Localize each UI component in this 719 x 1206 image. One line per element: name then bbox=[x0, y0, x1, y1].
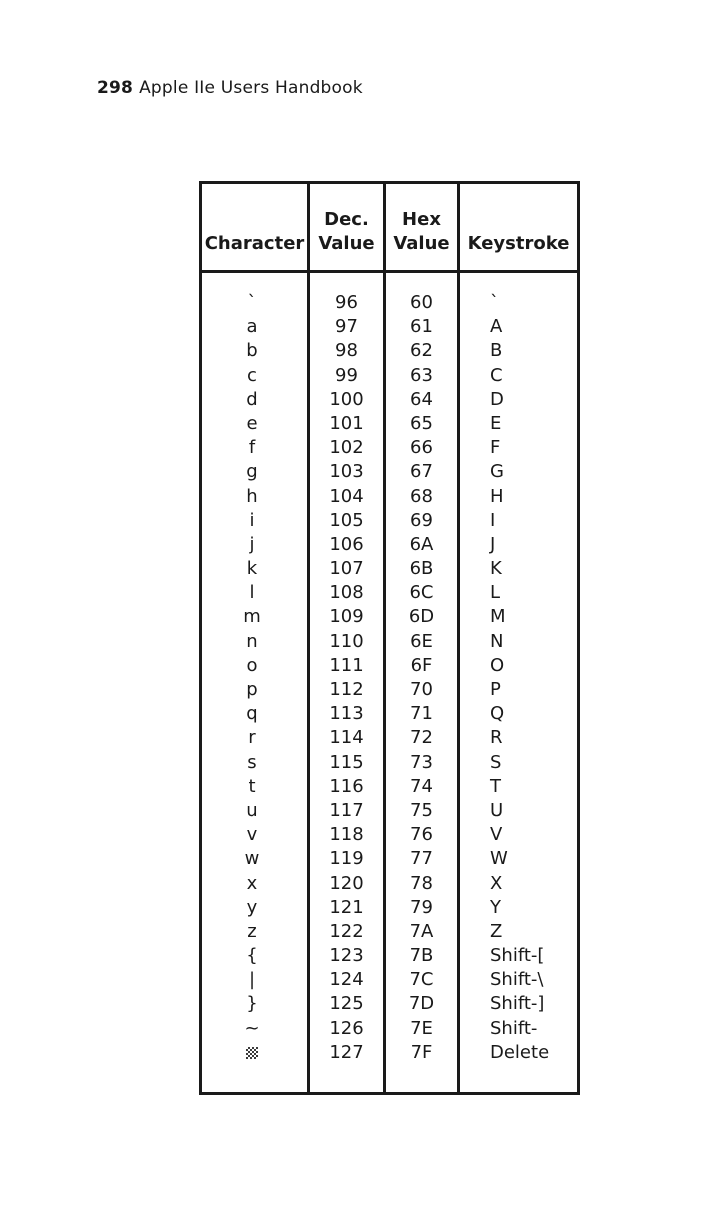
dec-value-cell: 99 bbox=[335, 364, 358, 386]
hex-value-cell: 7B bbox=[409, 945, 434, 967]
hex-value-cell: 7F bbox=[410, 1041, 433, 1063]
character-cell: w bbox=[244, 848, 260, 870]
keystroke-cell: V bbox=[490, 824, 503, 846]
character-cell: l bbox=[249, 582, 255, 604]
dec-value-cell: 98 bbox=[335, 340, 358, 362]
keystroke-cell: T bbox=[490, 775, 501, 797]
character-cell: t bbox=[248, 775, 256, 797]
hex-value-cell: 6B bbox=[409, 558, 434, 580]
dec-value-cell: 120 bbox=[329, 872, 364, 894]
hex-value-cell: 78 bbox=[410, 872, 433, 894]
hex-value-cell: 6F bbox=[410, 654, 433, 676]
character-cell: q bbox=[246, 703, 258, 725]
character-cell: z bbox=[247, 920, 257, 942]
character-cell: s bbox=[247, 751, 257, 773]
character-cell: a bbox=[246, 316, 258, 338]
keystroke-cell: H bbox=[490, 485, 504, 507]
keystroke-cell: Q bbox=[490, 703, 505, 725]
header-keystroke bbox=[460, 184, 577, 270]
dec-value-cell: 112 bbox=[329, 679, 364, 700]
dec-value-cell: 125 bbox=[329, 993, 364, 1015]
dec-value-cell: 102 bbox=[329, 437, 364, 459]
dec-value-cell: 109 bbox=[329, 606, 364, 628]
header-dec-line2: Value bbox=[318, 233, 375, 254]
character-cell: | bbox=[248, 969, 256, 991]
hex-value-cell: 63 bbox=[410, 364, 433, 386]
character-cell: o bbox=[246, 654, 258, 676]
character-cell: r bbox=[248, 727, 256, 749]
keystroke-cell: O bbox=[490, 654, 505, 676]
dec-value-cell: 96 bbox=[335, 292, 358, 313]
header-character-label: Character bbox=[204, 233, 305, 254]
keystroke-cell: C bbox=[490, 364, 503, 386]
header-divider bbox=[202, 270, 577, 273]
character-cell: y bbox=[246, 896, 258, 918]
dec-value-cell: 124 bbox=[329, 969, 364, 991]
dec-value-cell: 127 bbox=[329, 1041, 364, 1063]
keystroke-cell: Shift- bbox=[490, 1017, 538, 1039]
dec-value-cell: 111 bbox=[329, 654, 364, 676]
header-hex-line1: Hex bbox=[402, 209, 441, 230]
dec-value-cell: 116 bbox=[329, 775, 364, 797]
dec-value-cell: 118 bbox=[329, 824, 364, 846]
dec-value-cell: 121 bbox=[329, 896, 364, 918]
column-keystroke bbox=[490, 291, 580, 1065]
keystroke-cell: B bbox=[490, 340, 503, 362]
column-character bbox=[202, 291, 302, 1065]
keystroke-cell: S bbox=[490, 751, 502, 773]
character-cell: b bbox=[246, 340, 258, 362]
dec-value-cell: 123 bbox=[329, 945, 364, 967]
book-title: Apple IIe Users Handbook bbox=[139, 78, 363, 98]
character-cell: } bbox=[246, 993, 258, 1015]
dec-value-cell: 119 bbox=[329, 848, 364, 870]
dec-value-cell: 97 bbox=[335, 316, 358, 338]
dec-value-cell: 115 bbox=[329, 751, 364, 773]
hex-value-cell: 72 bbox=[410, 727, 433, 749]
character-cell: v bbox=[246, 824, 258, 846]
character-cell: h bbox=[246, 485, 258, 507]
character-cell: n bbox=[246, 630, 258, 652]
dec-value-cell: 122 bbox=[329, 920, 364, 942]
hex-value-cell: 61 bbox=[410, 316, 433, 338]
keystroke-cell: D bbox=[490, 388, 504, 410]
hex-value-cell: 65 bbox=[410, 412, 433, 434]
header-dec-line1: Dec. bbox=[324, 209, 369, 230]
hex-value-cell: 76 bbox=[410, 824, 433, 846]
keystroke-cell: F bbox=[490, 437, 501, 459]
hex-value-cell: 79 bbox=[410, 896, 433, 918]
header-hex-value bbox=[386, 184, 457, 270]
dec-value-cell: 126 bbox=[329, 1017, 364, 1039]
keystroke-cell: Shift-[ bbox=[490, 945, 545, 967]
dec-value-cell: 104 bbox=[329, 485, 364, 507]
hex-value-cell: 77 bbox=[410, 848, 433, 870]
character-cell: ` bbox=[247, 292, 257, 313]
hex-value-cell: 6C bbox=[409, 582, 434, 604]
hex-value-cell: 7E bbox=[410, 1017, 433, 1039]
keystroke-cell: ` bbox=[490, 292, 499, 313]
keystroke-cell: Z bbox=[490, 920, 503, 942]
dec-value-cell: 114 bbox=[329, 727, 364, 749]
keystroke-cell: M bbox=[490, 606, 506, 628]
dec-value-cell: 117 bbox=[329, 799, 364, 821]
hex-value-cell: 66 bbox=[410, 437, 433, 459]
keystroke-cell: P bbox=[490, 679, 501, 700]
hex-value-cell: 73 bbox=[410, 751, 433, 773]
keystroke-cell: L bbox=[490, 582, 501, 604]
keystroke-cell: U bbox=[490, 799, 504, 821]
hex-value-cell: 60 bbox=[410, 292, 433, 313]
hex-value-cell: 64 bbox=[410, 388, 433, 410]
column-divider bbox=[457, 184, 460, 1092]
hex-value-cell: 6E bbox=[410, 630, 433, 652]
ascii-table bbox=[199, 181, 580, 1095]
character-cell: u bbox=[246, 799, 258, 821]
header-hex-line2: Value bbox=[393, 233, 450, 254]
dec-value-cell: 106 bbox=[329, 533, 364, 555]
keystroke-cell: J bbox=[490, 533, 496, 555]
hex-value-cell: 68 bbox=[410, 485, 433, 507]
character-cell: m bbox=[243, 606, 261, 628]
page-number: 298 bbox=[97, 78, 134, 98]
dec-value-cell: 107 bbox=[329, 558, 364, 580]
column-hex-value bbox=[386, 291, 457, 1065]
character-cell: c bbox=[247, 364, 257, 386]
keystroke-cell: Shift-] bbox=[490, 993, 545, 1015]
header-keystroke-label: Keystroke bbox=[467, 233, 570, 254]
checkerboard-icon bbox=[246, 1047, 258, 1059]
running-head bbox=[97, 78, 363, 98]
column-dec-value bbox=[310, 291, 383, 1065]
hex-value-cell: 69 bbox=[410, 509, 433, 531]
character-cell bbox=[202, 1041, 302, 1065]
dec-value-cell: 105 bbox=[329, 509, 364, 531]
dec-value-cell: 103 bbox=[329, 461, 364, 483]
character-cell: { bbox=[246, 945, 258, 967]
keystroke-cell: E bbox=[490, 412, 502, 434]
keystroke-cell: Delete bbox=[490, 1041, 550, 1063]
character-cell: ~ bbox=[244, 1017, 260, 1039]
dec-value-cell: 113 bbox=[329, 703, 364, 725]
hex-value-cell: 75 bbox=[410, 799, 433, 821]
dec-value-cell: 100 bbox=[329, 388, 364, 410]
hex-value-cell: 70 bbox=[410, 679, 433, 700]
hex-value-cell: 6D bbox=[408, 606, 435, 628]
header-character bbox=[202, 184, 307, 270]
character-cell: x bbox=[246, 872, 258, 894]
header-dec-value bbox=[310, 184, 383, 270]
keystroke-cell: I bbox=[490, 509, 496, 531]
keystroke-cell: G bbox=[490, 461, 504, 483]
keystroke-cell: K bbox=[490, 558, 502, 580]
hex-value-cell: 71 bbox=[410, 703, 433, 725]
character-cell: f bbox=[248, 437, 256, 459]
hex-value-cell: 67 bbox=[410, 461, 433, 483]
dec-value-cell: 101 bbox=[329, 412, 364, 434]
character-cell: g bbox=[246, 461, 258, 483]
character-cell: e bbox=[246, 412, 258, 434]
hex-value-cell: 62 bbox=[410, 340, 433, 362]
hex-value-cell: 7A bbox=[409, 920, 434, 942]
character-cell: p bbox=[246, 679, 258, 700]
keystroke-cell: Y bbox=[490, 896, 501, 918]
dec-value-cell: 108 bbox=[329, 582, 364, 604]
keystroke-cell: N bbox=[490, 630, 504, 652]
character-cell: j bbox=[249, 533, 255, 555]
keystroke-cell: A bbox=[490, 316, 503, 338]
dec-value-cell: 110 bbox=[329, 630, 364, 652]
character-cell: i bbox=[249, 509, 255, 531]
keystroke-cell: Shift-\ bbox=[490, 969, 544, 991]
hex-value-cell: 74 bbox=[410, 775, 433, 797]
keystroke-cell: W bbox=[490, 848, 508, 870]
character-cell: k bbox=[246, 558, 258, 580]
hex-value-cell: 7C bbox=[409, 969, 434, 991]
keystroke-cell: X bbox=[490, 872, 503, 894]
character-cell: d bbox=[246, 388, 258, 410]
keystroke-cell: R bbox=[490, 727, 503, 749]
hex-value-cell: 6A bbox=[409, 533, 434, 555]
hex-value-cell: 7D bbox=[408, 993, 435, 1015]
